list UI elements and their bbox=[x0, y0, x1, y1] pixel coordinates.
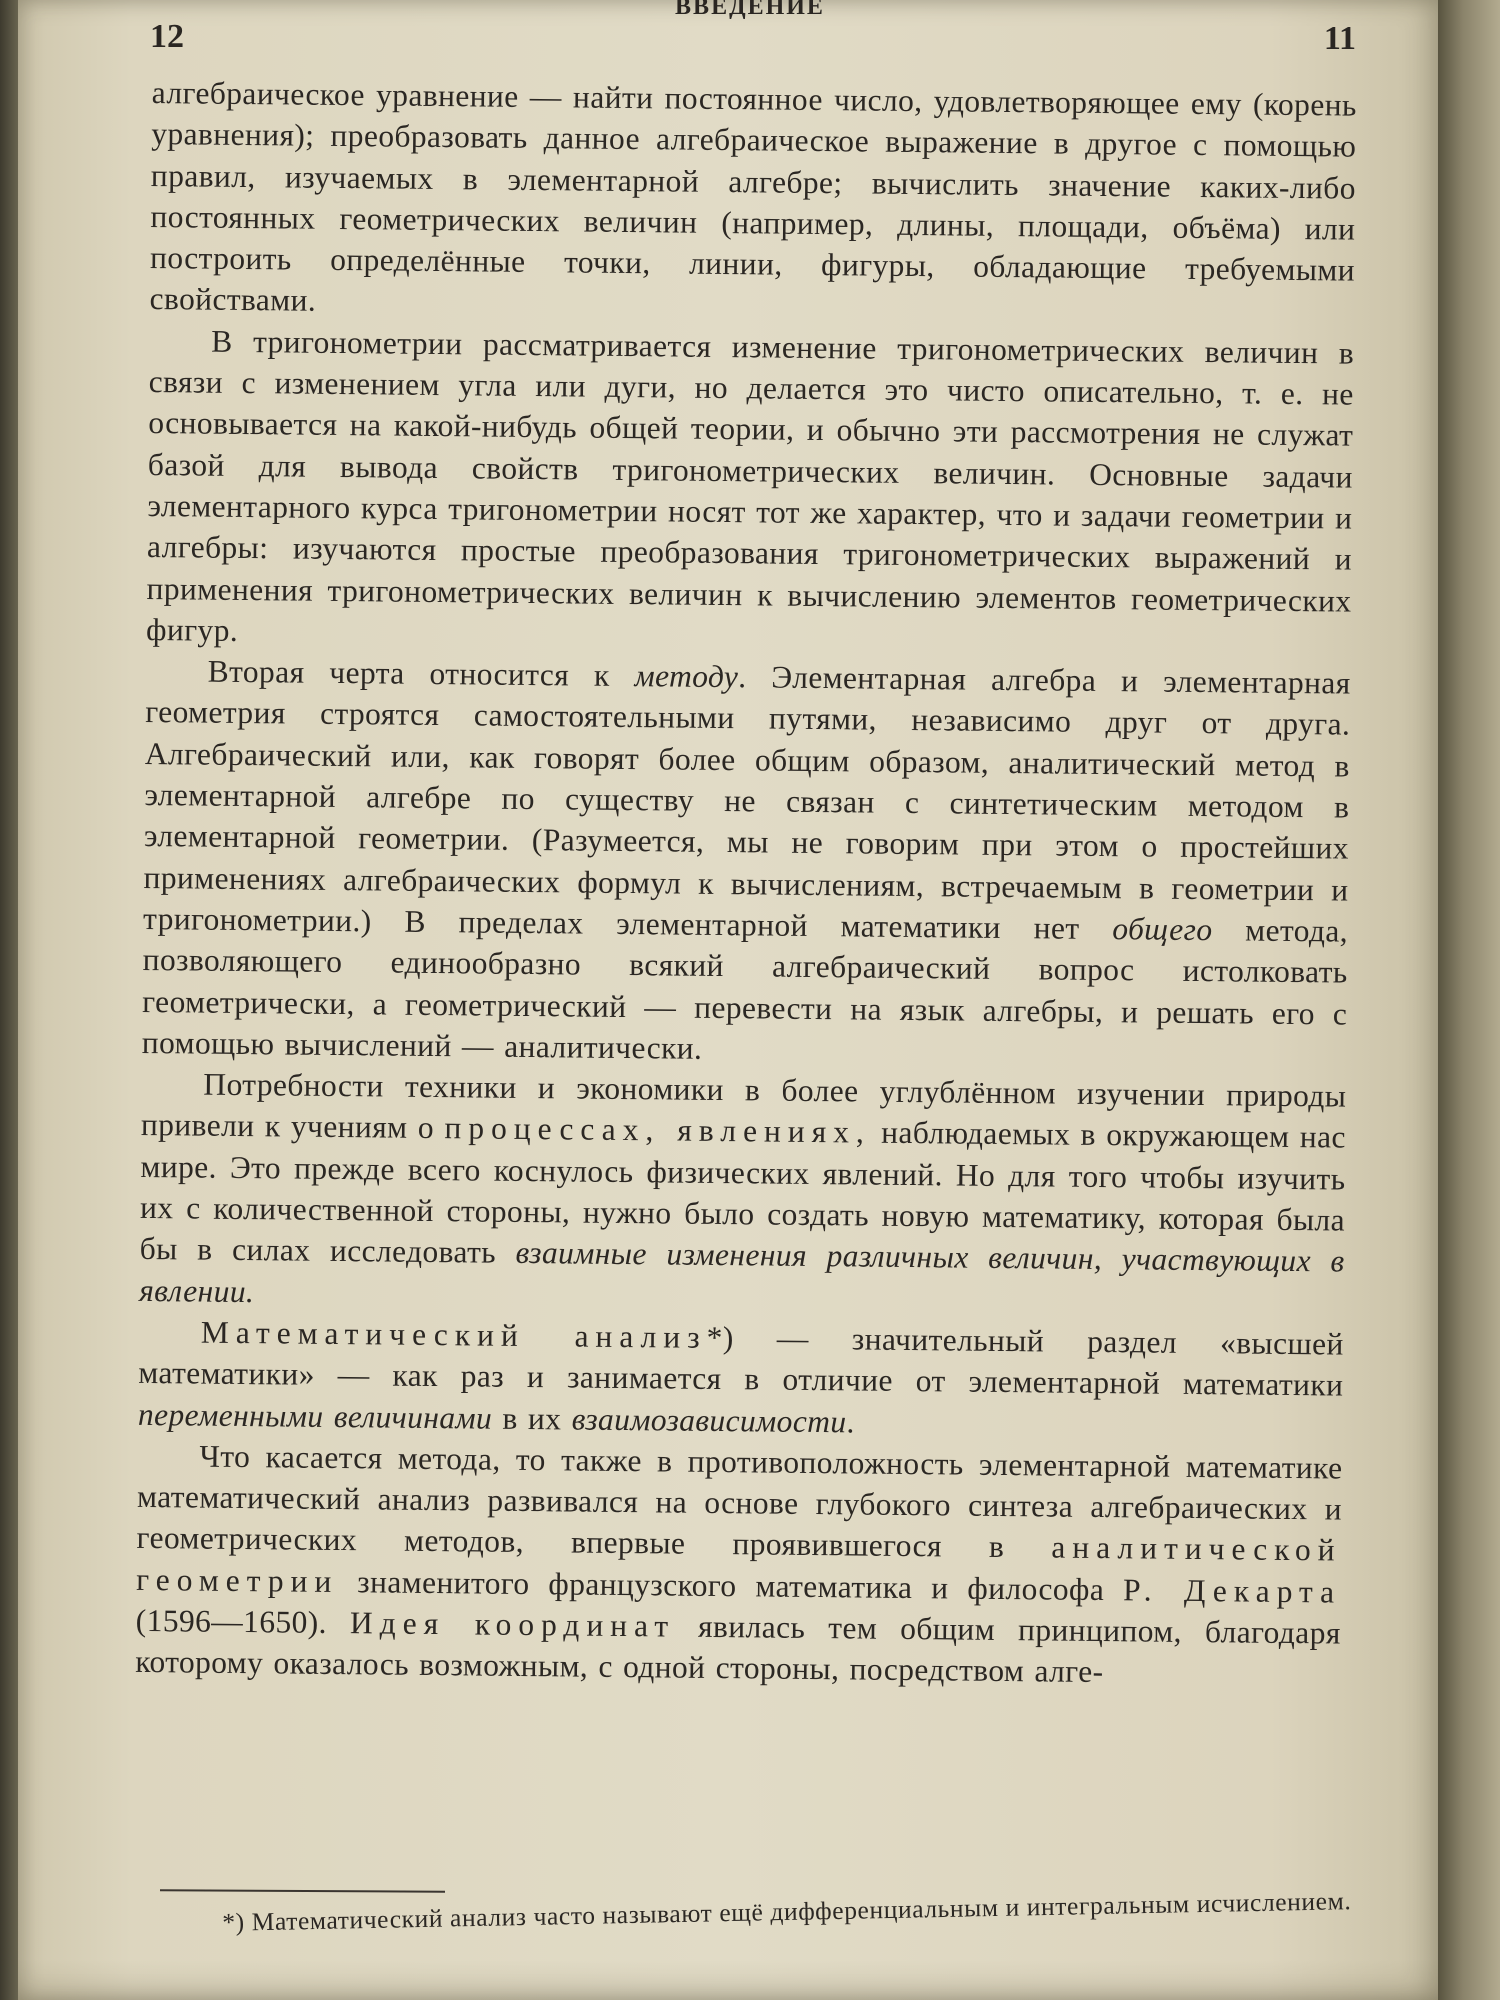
emphasis-text: общего bbox=[1112, 911, 1213, 948]
text-run: метода, позволяющего единообразно всякий алгебраический вопрос истолковать геометрически, а геометрический — перевести на язык алгебры, и решать его с помощью вычислений — аналитически. bbox=[141, 912, 1349, 1066]
spaced-emphasis-text: Р. Декарта bbox=[1122, 1571, 1342, 1610]
emphasis-text: взаимозависимости bbox=[571, 1400, 847, 1439]
main-text bbox=[135, 72, 1357, 1695]
text-run: . bbox=[846, 1403, 855, 1439]
book-binding-edge bbox=[0, 0, 20, 2000]
text-run: (1596—1650). bbox=[135, 1602, 351, 1641]
page-shadow bbox=[18, 1960, 1438, 2000]
paragraph bbox=[138, 1311, 1344, 1448]
emphasis-text: методу bbox=[634, 658, 739, 695]
text-run: наблюдаемых в окружающем нас мире. Это прежде всего коснулось физических явлений. Но для того чтобы изучить их с количественной стороны, нужно было создать новую математику, которая была бы в силах исследовать bbox=[139, 1115, 1347, 1271]
text-run: *) — значительный раздел «высшей математики» — как раз и занимается в отличие от элементарной математики bbox=[138, 1319, 1344, 1403]
spaced-emphasis-text: аналитической геометрии bbox=[136, 1529, 1342, 1599]
page-number: 12 bbox=[150, 18, 184, 55]
spaced-emphasis-text: Идея координат bbox=[349, 1605, 676, 1644]
paragraph bbox=[149, 72, 1357, 332]
page-header bbox=[150, 0, 1356, 60]
paragraph bbox=[139, 1063, 1347, 1323]
emphasis-text: переменными величинами bbox=[137, 1396, 493, 1436]
text-run: явилась тем общим принципом, благодаря которому оказалось возможным, с одной стороны, посредством алге- bbox=[135, 1608, 1341, 1690]
text-run: Вторая черта относится к bbox=[207, 653, 635, 694]
paragraph bbox=[135, 1435, 1343, 1695]
text-run: В тригонометрии рассматривается изменение тригонометрических величин в связи с изменением угла или дуги, но делается это чисто описательно, т. е. не основывается на какой-нибудь общей теории, и обычно эти рассмотрения не служат базой для вывода свойств тригонометрических величин. Основные задачи элементарного курса тригонометрии носят тот же характер, что и задачи геометрии и алгебры: изучаются простые преобразования тригонометрических выражений и применения тригонометрических величин к вычислению элементов геометрических фигур. bbox=[145, 323, 1355, 648]
text-run: в их bbox=[491, 1400, 572, 1436]
paragraph bbox=[146, 320, 1354, 663]
text-run: алгебраическое уравнение — найти постоянное число, удовлетворяющее ему (корень уравнения); преобразовать данное алгебраическое выражение в другое с помощью правил, изучаемых в элементарной алгебре; вычислить значение каких-либо постоянных геометрических величин (например, длины, площади, объёма) или построить определённые точки, линии, фигуры, обладающие требуемыми свойствами. bbox=[149, 74, 1357, 319]
text-run: . Элементарная алгебра и элементарная геометрия строятся самостоятельными путями, независимо друг от друга. Алгебраический или, как говорят более общим образом, аналитический метод в элементарной алгебре по существу не связан с синтетическим методом в элементарной геометрии. (Разумеется, мы не говорим при этом о простейших применениях алгебраических формул к вычислениям, встречаемым в геометрии и тригонометрии.) В пределах элементарной математики нет bbox=[142, 659, 1351, 947]
running-head: ВВЕДЕНИЕ bbox=[675, 0, 825, 20]
paragraph bbox=[142, 650, 1351, 1076]
corner-mark: 11 bbox=[1323, 20, 1356, 57]
emphasis-text: взаимные изменения различных величин, участвующих в явлении. bbox=[139, 1235, 1345, 1309]
spaced-emphasis-text: Математический анализ bbox=[200, 1314, 707, 1355]
spaced-emphasis-text: процессах, явлениях, bbox=[444, 1110, 872, 1151]
text-run: Что касается метода, то также в противоположность элементарной математике математический анализ развивался на основе глубокого синтеза алгебраических и геометрических методов, впервые проявившегося в bbox=[136, 1438, 1343, 1565]
book-gutter bbox=[1438, 0, 1500, 2000]
footnote-text: *) Математический анализ часто называют ещё дифференциальным и интегральным исчислением. bbox=[222, 1886, 1352, 1937]
text-run: знаменитого французского математика и философа bbox=[338, 1563, 1124, 1607]
text-run: Потребности техники и экономики в более углублённом изучении природы привели к учениям о bbox=[140, 1066, 1347, 1146]
